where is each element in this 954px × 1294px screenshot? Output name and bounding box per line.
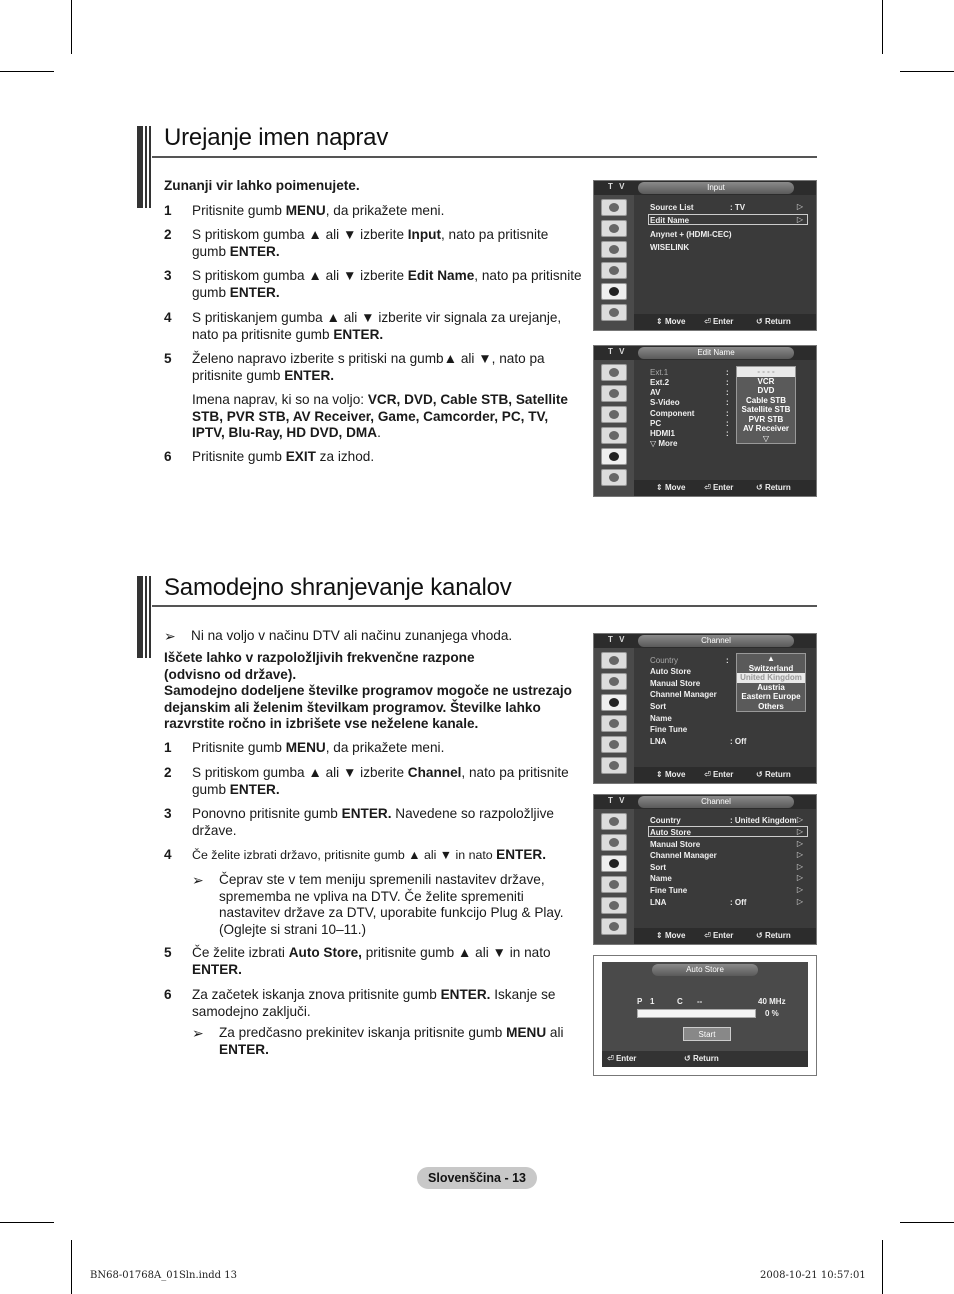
dialog-title: Auto Store — [652, 964, 758, 976]
menu-item-sort[interactable]: Sort — [650, 863, 666, 872]
input-icon[interactable] — [601, 736, 627, 753]
print-datetime: 2008-10-21 10:57:01 — [760, 1270, 866, 1281]
device-names: Imena naprav, ki so na voljo: VCR, DVD, Cable STB, Satellite STB, PVR STB, AV Receiver, Game, Camcorder, PC, TV, IPTV, Blu-Ray, HD DVD, DMA. — [192, 392, 568, 440]
page-number: Slovenščina - 13 — [417, 1167, 537, 1189]
enter-hint: ⏎ Enter — [704, 317, 734, 326]
menu-item-manual-store[interactable]: Manual Store — [650, 679, 701, 688]
section-title: Urejanje imen naprav — [164, 124, 389, 151]
sound-icon[interactable] — [601, 673, 627, 690]
dialog-footer — [602, 1051, 808, 1067]
section-marker — [137, 576, 151, 658]
menu-item[interactable]: AV — [650, 388, 661, 397]
application-icon[interactable] — [601, 757, 627, 774]
menu-sidebar — [594, 809, 634, 944]
progress-percent: 0 % — [765, 1009, 779, 1018]
move-hint: ⇕ Move — [656, 317, 686, 326]
setup-icon[interactable] — [601, 427, 627, 444]
picture-icon[interactable] — [601, 652, 627, 669]
input-icon[interactable] — [601, 897, 627, 914]
arrow-icon: ➢ — [192, 872, 204, 888]
chevron-right-icon: ▷ — [796, 827, 803, 836]
menu-item-name[interactable]: Name — [650, 874, 672, 883]
menu-footer: ⇕ Move ⏎ Enter ↺ Return — [634, 928, 816, 944]
frequency: 40 MHz — [758, 997, 786, 1006]
intro-text: Iščete lahko v razpoložljivih frekvenčne razpone (odvisno od države). Samodejno dodeljene številke programov mogoče ne ustrezajo dejanskim ali želenim številkam programov. Številke lahko razvrstite ročno in izbrišete vse neželene kanale. — [164, 650, 572, 731]
scroll-up-icon[interactable]: ▲ — [767, 654, 775, 663]
channel-icon[interactable] — [601, 406, 627, 423]
step-5: 5 Če želite izbrati Auto Store, pritisnite gumb ▲ ali ▼ in nato ENTER. — [164, 945, 551, 977]
chevron-right-icon: ▷ — [796, 839, 803, 848]
start-button[interactable]: Start — [683, 1027, 731, 1041]
menu-item-sort[interactable]: Sort — [650, 702, 666, 711]
application-icon[interactable] — [601, 918, 627, 935]
menu-sidebar — [594, 360, 634, 496]
menu-title: Channel — [638, 635, 794, 647]
menu-item[interactable]: Ext.2 — [650, 378, 670, 387]
picture-icon[interactable] — [601, 199, 627, 216]
step-2: 2 S pritiskom gumba ▲ ali ▼ izberite Channel, nato pa pritisnite gumb ENTER. — [164, 765, 569, 797]
setup-icon[interactable] — [601, 876, 627, 893]
chevron-right-icon: ▷ — [796, 215, 803, 224]
auto-store-dialog: Auto Store P 1 C -- 40 MHz 0 % Start ⏎ Enter ↺ Return — [593, 955, 817, 1076]
setup-icon[interactable] — [601, 715, 627, 732]
step-1: 1 Pritisnite gumb MENU, da prikažete meni. — [164, 740, 445, 755]
sound-icon[interactable] — [601, 385, 627, 402]
program-number: 1 — [650, 997, 655, 1006]
menu-item-fine-tune[interactable]: Fine Tune — [650, 886, 688, 895]
step-3: 3 Ponovno pritisnite gumb ENTER. Navedene so razpoložljive države. — [164, 806, 554, 838]
device-name-popup[interactable]: - - - - VCR DVD Cable STB Satellite STB PVR STB AV Receiver ▽ — [736, 366, 796, 444]
chevron-right-icon: ▷ — [796, 850, 803, 859]
step-5: 5 Želeno napravo izberite s pritiski na gumb▲ ali ▼, nato pa pritisnite gumb ENTER. — [164, 351, 545, 383]
channel-icon[interactable] — [601, 694, 627, 711]
step-2: 2 S pritiskom gumba ▲ ali ▼ izberite Input, nato pa pritisnite gumb ENTER. — [164, 227, 549, 259]
tv-menu-channel-country: T V Channel Country : Auto Store Manual Store Channel Manager Sort Name Fine Tune LNA : Off ▲ Switzerland United Kingdom Austria Eastern Europe Others ⇕ Move ⏎ Enter ↺ Return — [593, 633, 817, 784]
menu-footer: ⇕ Move ⏎ Enter ↺ Return — [634, 767, 816, 783]
section-marker — [137, 126, 151, 208]
channel-icon[interactable] — [601, 855, 627, 872]
tv-menu-input: T V Input Source List : TV ▷ Edit Name ▷ Anynet + (HDMI-CEC) WISELINK ⇕ Move ⏎ Enter ↺ Return — [593, 180, 817, 331]
picture-icon[interactable] — [601, 364, 627, 381]
intro-text: Zunanji vir lahko poimenujete. — [164, 178, 360, 193]
chevron-right-icon: ▷ — [796, 202, 803, 211]
menu-item-fine-tune[interactable]: Fine Tune — [650, 725, 688, 734]
menu-item-channel-manager[interactable]: Channel Manager — [650, 851, 717, 860]
tv-menu-channel: T V Channel Country : United Kingdom ▷ Auto Store ▷ Manual Store ▷ Channel Manager ▷ Sort ▷ Name ▷ Fine Tune ▷ LNA : Off ▷ ⇕ Move ⏎ Enter ↺ Return — [593, 794, 817, 945]
file-info: BN68-01768A_01Sln.indd 13 — [90, 1270, 237, 1281]
menu-item-auto-store[interactable]: Auto Store — [650, 828, 691, 837]
menu-item-edit-name[interactable]: Edit Name — [650, 216, 690, 225]
menu-sidebar — [594, 195, 634, 330]
more-item[interactable]: ▽ More — [650, 439, 678, 448]
menu-item[interactable]: HDMI1 — [650, 429, 675, 438]
step-3: 3 S pritiskom gumba ▲ ali ▼ izberite Edit Name, nato pa pritisnite gumb ENTER. — [164, 268, 582, 300]
input-icon[interactable] — [601, 283, 627, 300]
menu-item-country[interactable]: Country — [650, 816, 681, 825]
section-rule — [152, 156, 817, 158]
step-4: 4 S pritiskanjem gumba ▲ ali ▼ izberite vir signala za urejanje, nato pa pritisnite gumb ENTER. — [164, 310, 562, 342]
channel-number: -- — [697, 997, 703, 1006]
section-title: Samodejno shranjevanje kanalov — [164, 574, 512, 601]
note-dtv: ➢ Ni na voljo v načinu DTV ali načinu zunanjega vhoda. — [164, 628, 513, 644]
menu-item-lna[interactable]: LNA — [650, 737, 667, 746]
chevron-right-icon: ▷ — [796, 897, 803, 906]
step-6: 6 Za začetek iskanja znova pritisnite gumb ENTER. Iskanje se samodejno zaključi. — [164, 987, 556, 1019]
note-cancel: ➢ Za predčasno prekinitev iskanja pritisnite gumb MENU ali ENTER. — [192, 1025, 564, 1057]
sound-icon[interactable] — [601, 220, 627, 237]
sound-icon[interactable] — [601, 834, 627, 851]
menu-item-source-list[interactable]: Source List — [650, 203, 694, 212]
chevron-right-icon: ▷ — [796, 873, 803, 882]
scroll-down-icon[interactable]: ▽ — [762, 433, 770, 443]
menu-title: Channel — [638, 796, 794, 808]
menu-item-anynet[interactable]: Anynet + (HDMI-CEC) — [650, 230, 732, 239]
progress-bar — [637, 1009, 756, 1018]
menu-footer: ⇕ Move ⏎ Enter ↺ Return — [634, 480, 816, 496]
menu-item-auto-store[interactable]: Auto Store — [650, 667, 691, 676]
step-6: 6 Pritisnite gumb EXIT za izhod. — [164, 449, 375, 464]
menu-item-channel-manager[interactable]: Channel Manager — [650, 690, 717, 699]
arrow-icon: ➢ — [192, 1025, 204, 1041]
channel-icon[interactable] — [601, 241, 627, 258]
menu-item-manual-store[interactable]: Manual Store — [650, 840, 701, 849]
section-rule — [152, 605, 817, 607]
application-icon[interactable] — [601, 304, 627, 321]
chevron-right-icon: ▷ — [796, 862, 803, 871]
step-1: 1 Pritisnite gumb MENU, da prikažete meni. — [164, 203, 445, 218]
menu-item-wiselink[interactable]: WISELINK — [650, 243, 690, 252]
menu-item[interactable]: Ext.1 — [650, 368, 669, 377]
menu-title: Input — [638, 182, 794, 194]
menu-item-lna[interactable]: LNA — [650, 898, 667, 907]
application-icon[interactable] — [601, 469, 627, 486]
menu-item-name[interactable]: Name — [650, 714, 672, 723]
country-popup[interactable]: ▲ Switzerland United Kingdom Austria Eastern Europe Others — [736, 653, 806, 712]
chevron-right-icon: ▷ — [796, 885, 803, 894]
return-hint: ↺ Return — [684, 1054, 719, 1063]
menu-item[interactable]: S-Video — [650, 398, 680, 407]
step-4: 4 Če želite izbrati državo, pritisnite gumb ▲ ali ▼ in nato ENTER. — [164, 847, 546, 862]
enter-hint: ⏎ Enter — [607, 1054, 637, 1063]
menu-footer — [634, 314, 816, 330]
arrow-icon: ➢ — [164, 628, 176, 644]
input-icon[interactable] — [601, 448, 627, 465]
note-country: ➢ Čeprav ste v tem meniju spremenili nastavitev države, sprememba ne vpliva na DTV. Če želite spremeniti nastavitev države za DTV, uporabite funkcijo Plug & Play. (Oglejte si strani 10–11.) — [192, 872, 564, 937]
menu-item-country[interactable]: Country — [650, 656, 679, 665]
tv-menu-edit-name: T V Edit Name Ext.1 Ext.2 AV S-Video Component PC HDMI1 ▽ More : : : : : : : - - - - VCR DVD Cable STB Satellite STB PVR STB AV Receiver ▽ ⇕ Move ⏎ Enter ↺ Return — [593, 345, 817, 497]
chevron-right-icon: ▷ — [796, 815, 803, 824]
picture-icon[interactable] — [601, 813, 627, 830]
setup-icon[interactable] — [601, 262, 627, 279]
menu-title: Edit Name — [638, 347, 794, 359]
return-hint: ↺ Return — [756, 317, 791, 326]
menu-sidebar — [594, 648, 634, 783]
menu-item[interactable]: PC — [650, 419, 662, 428]
menu-item[interactable]: Component — [650, 409, 695, 418]
